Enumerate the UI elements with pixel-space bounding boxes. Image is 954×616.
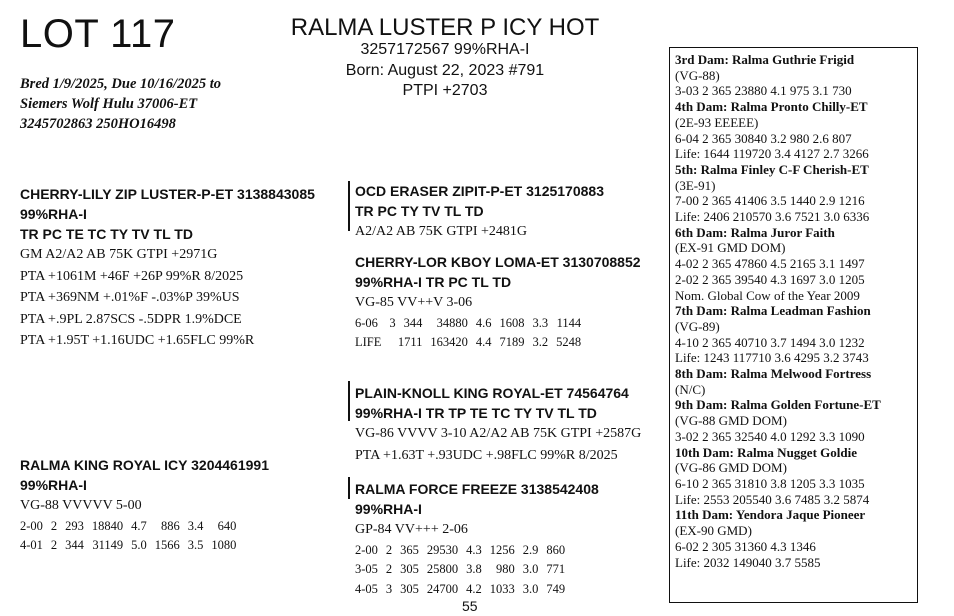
dam-dam-classification: GP-84 VV+++ 2-06 — [355, 522, 468, 537]
pedigree-head: 8th Dam: Ralma Melwood Fortress — [675, 366, 872, 382]
sire-dam-records — [355, 314, 589, 353]
pedigree-line: 4-10 2 365 40710 3.7 1494 3.0 1232 — [675, 334, 865, 350]
pedigree-head: 6th Dam: Ralma Juror Faith — [675, 224, 835, 240]
record-cell: 344 — [65, 538, 84, 552]
dam-dam-records — [355, 541, 573, 600]
pedigree-entry — [675, 162, 881, 225]
pedigree-line: 6-04 2 365 30840 3.2 980 2.6 807 — [675, 130, 852, 146]
table-row — [355, 541, 573, 561]
dam-dam-name: RALMA FORCE FREEZE 3138542408 — [355, 481, 599, 497]
pedigree-line: (VG-88 GMD DOM) — [675, 413, 787, 429]
record-cell: 4.4 — [475, 335, 492, 349]
record-cell: 163420 — [430, 335, 468, 349]
pedigree-entry — [675, 99, 881, 162]
record-cell: 4.6 — [475, 315, 492, 330]
record-cell: 18840 — [91, 518, 124, 533]
record-cell: 4.2 — [466, 581, 482, 596]
record-cell: 31149 — [92, 538, 124, 552]
table-row — [355, 333, 589, 353]
record-cell: 3.4 — [187, 518, 204, 533]
sire-dam-codes: 99%RHA-I TR PC TL TD — [355, 274, 512, 290]
pedigree-line: 3-02 2 365 32540 4.0 1292 3.3 1090 — [675, 428, 865, 444]
record-cell: 3.2 — [532, 335, 549, 349]
bred-line: 3245702863 250HO16498 — [20, 116, 176, 132]
pedigree-entry — [675, 397, 881, 444]
pedigree-line: (VG-88) — [675, 67, 720, 83]
record-cell: 5.0 — [131, 538, 147, 552]
record-cell: 5248 — [556, 335, 582, 349]
sire-dam-name: CHERRY-LOR KBOY LOMA-ET 3130708852 — [355, 254, 641, 270]
table-row — [20, 536, 244, 556]
pedigree-line: (N/C) — [675, 381, 706, 397]
record-cell: 34880 — [436, 315, 468, 330]
table-row — [20, 517, 244, 537]
record-cell: 771 — [546, 562, 566, 576]
sire-block — [20, 184, 315, 352]
record-cell: 24700 — [426, 581, 459, 596]
record-cell: 2-00 — [20, 518, 43, 533]
record-cell: 980 — [496, 562, 515, 576]
dam-sire-codes: 99%RHA-I TR TP TE TC TY TV TL TD — [355, 405, 597, 421]
pedigree-entry — [675, 52, 881, 99]
sire-line: PTA +1.95T +1.16UDC +1.65FLC 99%R — [20, 333, 255, 348]
record-cell: 29530 — [426, 542, 459, 557]
record-cell: 344 — [403, 315, 423, 330]
record-cell: 2.9 — [522, 542, 539, 557]
dam-sire-block — [355, 383, 641, 466]
record-cell: 365 — [400, 542, 419, 557]
bred-line: Siemers Wolf Hulu 37006-ET — [20, 96, 198, 112]
record-cell: 640 — [217, 518, 237, 533]
sire-dam-block — [355, 252, 641, 353]
pedigree-line: Nom. Global Cow of the Year 2009 — [675, 287, 860, 303]
dam-dam-block — [355, 479, 599, 599]
record-cell: 1144 — [556, 315, 582, 330]
pedigree-list — [675, 52, 881, 570]
pedigree-line: 4-02 2 365 47860 4.5 2165 3.1 1497 — [675, 256, 865, 272]
pedigree-line: 6-10 2 365 31810 3.8 1205 3.3 1035 — [675, 475, 865, 491]
bracket-line — [348, 477, 350, 499]
record-cell: 2 — [385, 542, 393, 557]
pedigree-line: (VG-89) — [675, 318, 720, 334]
sire-name: CHERRY-LILY ZIP LUSTER-P-ET 3138843085 — [20, 186, 315, 202]
dam-records — [20, 517, 244, 556]
record-cell: 886 — [161, 518, 180, 533]
pedigree-head: 4th Dam: Ralma Pronto Chilly-ET — [675, 99, 868, 115]
pedigree-head: 5th: Ralma Finley C-F Cherish-ET — [675, 161, 869, 177]
dam-name: RALMA KING ROYAL ICY 3204461991 — [20, 457, 269, 473]
dam-sire-line: PTA +1.63T +.93UDC +.98FLC 99%R 8/2025 — [355, 447, 618, 463]
pedigree-line: Life: 2032 149040 3.7 5585 — [675, 554, 821, 570]
sire-codes: TR PC TE TC TY TV TL TD — [20, 226, 193, 242]
pedigree-entry — [675, 303, 881, 366]
record-cell: 4-01 — [20, 538, 43, 552]
record-cell: 4.7 — [131, 518, 147, 533]
record-cell: 6-06 — [355, 315, 378, 330]
pedigree-line: Life: 1243 117710 3.6 4295 3.2 3743 — [675, 350, 869, 366]
record-cell: 2 — [50, 538, 58, 552]
sire-line: PTA +1061M +46F +26P 99%R 8/2025 — [20, 268, 244, 284]
animal-ptpi: PTPI +2703 — [402, 82, 488, 99]
pedigree-line: 6-02 2 305 31360 4.3 1346 — [675, 538, 816, 554]
bred-line: Bred 1/9/2025, Due 10/16/2025 to — [20, 76, 221, 92]
record-cell: 1608 — [499, 315, 525, 330]
record-cell: 3 — [389, 315, 396, 330]
sire-sire-block — [355, 181, 604, 243]
record-cell: 2-00 — [355, 542, 378, 557]
pedigree-head: 3rd Dam: Ralma Guthrie Frigid — [675, 52, 855, 67]
table-row — [355, 314, 589, 334]
record-cell: 3 — [385, 581, 393, 596]
pedigree-line: (EX-91 GMD DOM) — [675, 240, 786, 256]
pedigree-line: 2-02 2 365 39540 4.3 1697 3.0 1205 — [675, 271, 865, 287]
record-cell: 4-05 — [355, 581, 378, 596]
pedigree-line: Life: 2553 205540 3.6 7485 3.2 5874 — [675, 491, 870, 507]
pedigree-head: 10th Dam: Ralma Nugget Goldie — [675, 444, 857, 460]
sire-line: GM A2/A2 AB 75K GTPI +2971G — [20, 247, 218, 262]
lot-number: LOT 117 — [20, 12, 176, 56]
record-cell: 3.5 — [187, 538, 204, 552]
sire-dam-classification: VG-85 VV++V 3-06 — [355, 295, 473, 310]
pedigree-line: (2E-93 EEEEE) — [675, 114, 759, 130]
record-cell: 3-05 — [355, 562, 378, 576]
record-cell: 7189 — [499, 335, 525, 349]
record-cell: 293 — [65, 518, 84, 533]
record-cell: 1711 — [397, 335, 423, 349]
dam-dam-registration: 99%RHA-I — [355, 501, 422, 517]
bracket-line — [348, 181, 350, 231]
table-row — [355, 560, 573, 580]
dam-block — [20, 455, 269, 556]
pedigree-line: (VG-86 GMD DOM) — [675, 460, 787, 476]
sire-registration: 99%RHA-I — [20, 206, 87, 222]
record-cell: 1256 — [489, 542, 515, 557]
record-cell: 4.3 — [466, 542, 482, 557]
pedigree-entry — [675, 366, 881, 397]
record-cell: 1566 — [154, 538, 180, 552]
record-cell: LIFE — [355, 335, 382, 349]
record-cell: 3.0 — [522, 581, 539, 596]
sire-sire-codes: TR PC TY TV TL TD — [355, 203, 484, 219]
dam-registration: 99%RHA-I — [20, 477, 87, 493]
record-cell: 2 — [385, 562, 393, 576]
pedigree-head: 7th Dam: Ralma Leadman Fashion — [675, 303, 871, 319]
record-cell: 1033 — [489, 581, 515, 596]
page-number: 55 — [462, 598, 478, 614]
sire-line: PTA +369NM +.01%F -.03%P 39%US — [20, 290, 240, 305]
pedigree-entry — [675, 445, 881, 508]
pedigree-head: 9th Dam: Ralma Golden Fortune-ET — [675, 397, 881, 413]
record-cell: 3.3 — [532, 315, 549, 330]
pedigree-entry — [675, 507, 881, 570]
pedigree-line: Life: 2406 210570 3.6 7521 3.0 6336 — [675, 209, 870, 225]
pedigree-line: Life: 1644 119720 3.4 4127 2.7 3266 — [675, 146, 869, 162]
dam-sire-line: VG-86 VVVV 3-10 A2/A2 AB 75K GTPI +2587G — [355, 426, 642, 441]
record-cell: 2 — [50, 518, 58, 533]
record-cell: 25800 — [426, 562, 459, 576]
dam-classification: VG-88 VVVVV 5-00 — [20, 498, 142, 513]
pedigree-line: 7-00 2 365 41406 3.5 1440 2.9 1216 — [675, 193, 865, 209]
pedigree-entry — [675, 225, 881, 304]
record-cell: 3.8 — [466, 562, 482, 576]
animal-registration: 3257172567 99%RHA-I — [360, 41, 530, 58]
record-cell: 749 — [546, 581, 566, 596]
dam-sire-name: PLAIN-KNOLL KING ROYAL-ET 74564764 — [355, 385, 629, 401]
table-row — [355, 580, 573, 600]
bracket-line — [348, 381, 350, 421]
bred-info — [20, 74, 221, 134]
pedigree-line: (EX-90 GMD) — [675, 523, 752, 539]
sire-sire-line: A2/A2 AB 75K GTPI +2481G — [355, 224, 528, 239]
record-cell: 1080 — [211, 538, 237, 552]
record-cell: 305 — [400, 581, 419, 596]
pedigree-line: (3E-91) — [675, 177, 716, 193]
sire-sire-name: OCD ERASER ZIPIT-P-ET 3125170883 — [355, 183, 604, 199]
record-cell: 3.0 — [522, 562, 539, 576]
pedigree-head: 11th Dam: Yendora Jaque Pioneer — [675, 507, 866, 523]
pedigree-line: 3-03 2 365 23880 4.1 975 3.1 730 — [675, 83, 852, 99]
record-cell: 305 — [400, 562, 419, 576]
animal-name: RALMA LUSTER P ICY HOT — [290, 14, 600, 41]
record-cell: 860 — [546, 542, 566, 557]
animal-born: Born: August 22, 2023 #791 — [345, 62, 545, 79]
sire-line: PTA +.9PL 2.87SCS -.5DPR 1.9%DCE — [20, 311, 242, 327]
